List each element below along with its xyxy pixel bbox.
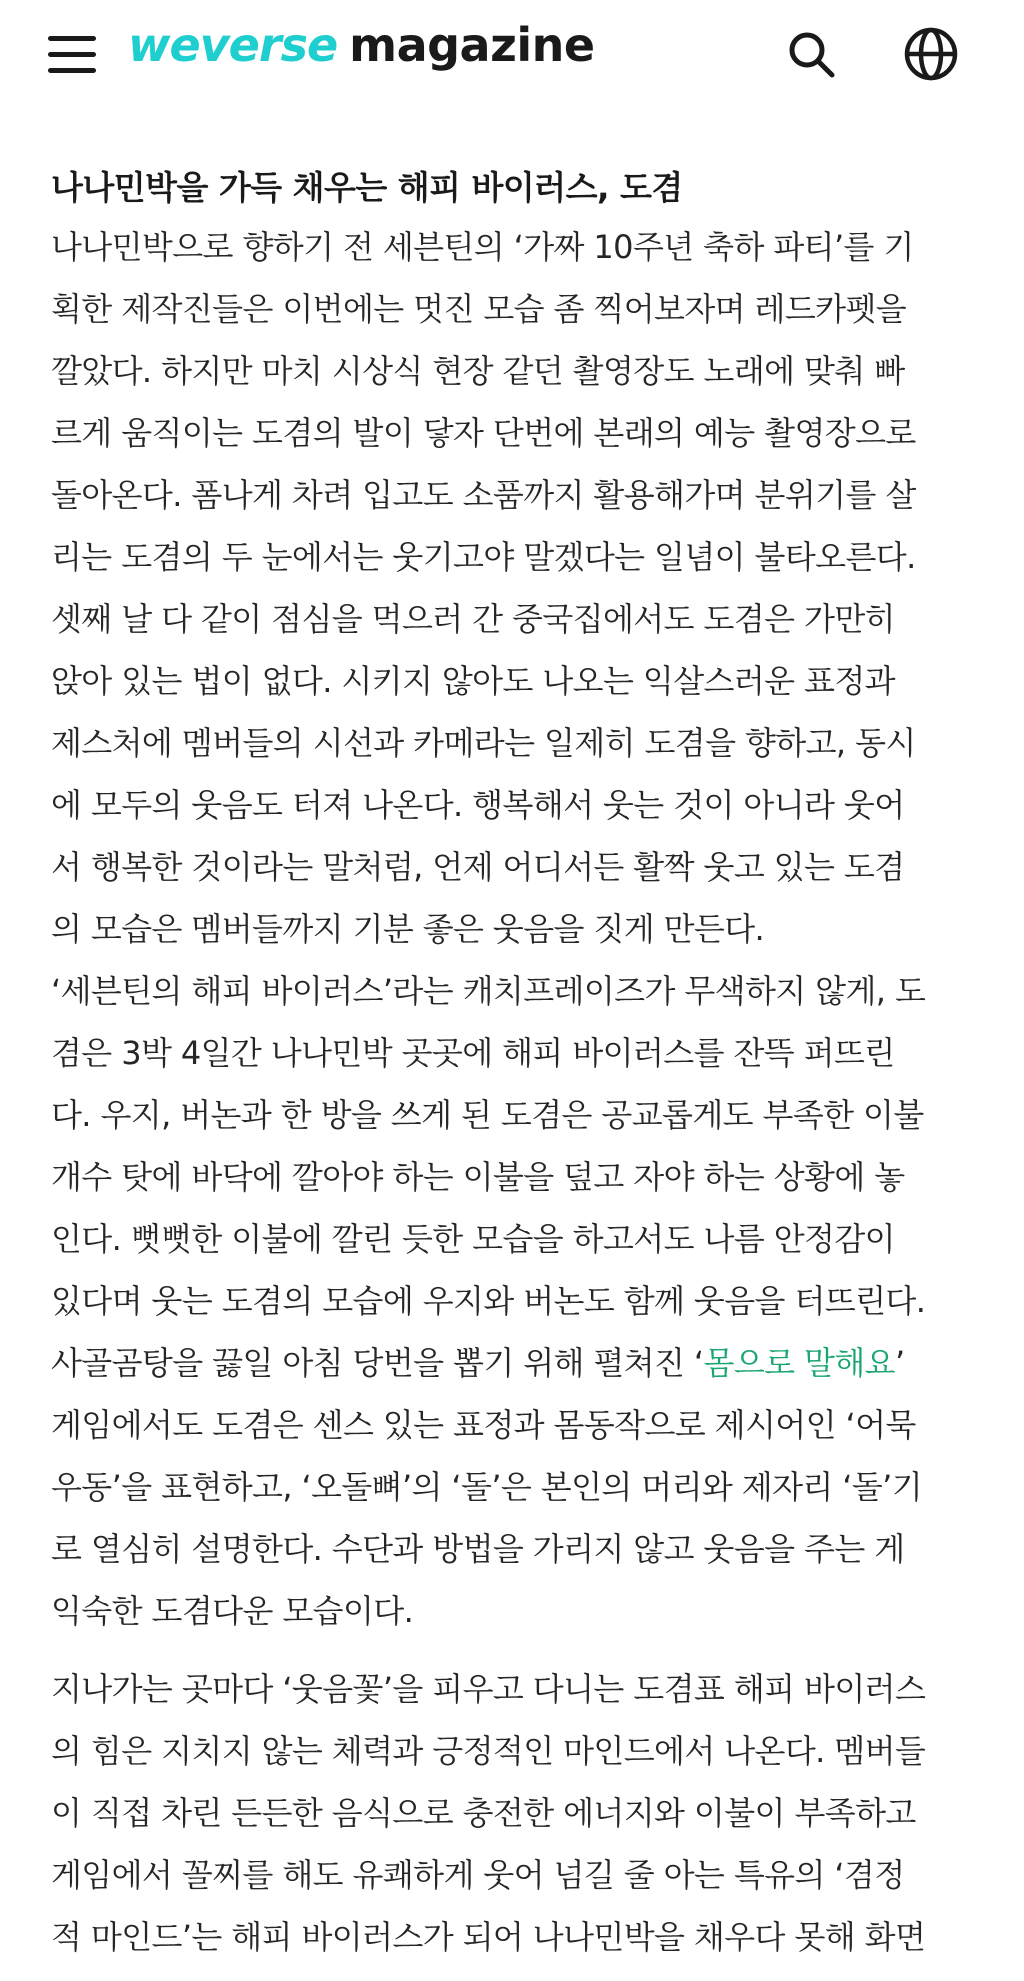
logo-brand-text: weverse <box>128 18 338 72</box>
text-line: 리는 도겸의 두 눈에서는 웃기고야 말겠다는 일념이 불타오른다. <box>51 538 916 576</box>
text-line: 인다. 뻣뻣한 이불에 깔린 듯한 모습을 하고서도 나름 안정감이 <box>51 1220 895 1258</box>
text-line: 있다며 웃는 도겸의 모습에 우지와 버논도 함께 웃음을 터뜨린다. <box>51 1282 926 1320</box>
top-header <box>0 0 1024 110</box>
weverse-magazine-logo[interactable] <box>128 18 595 88</box>
globe-icon[interactable] <box>903 26 959 82</box>
paragraph-2 <box>51 960 981 1642</box>
menu-bar <box>48 52 96 57</box>
paragraph-1 <box>51 216 981 960</box>
text-line-with-link <box>51 1332 981 1394</box>
text-line: 제스처에 멤버들의 시선과 카메라는 일제히 도겸을 향하고, 동시 <box>51 724 916 762</box>
text-line: 르게 움직이는 도겸의 발이 닿자 단번에 본래의 예능 촬영장으로 <box>51 414 916 452</box>
paragraph-3 <box>51 1658 981 1968</box>
text-line: 겸은 3박 4일간 나나민박 곳곳에 해피 바이러스를 잔뜩 퍼뜨린 <box>51 1034 895 1072</box>
section-heading: 나나민박을 가득 채우는 해피 바이러스, 도겸 <box>51 168 683 207</box>
text-line: 적 마인드’는 해피 바이러스가 되어 나나민박을 채우다 못해 화면 <box>51 1918 926 1956</box>
game-name-link[interactable]: 몸으로 말해요 <box>703 1344 895 1382</box>
link-prefix-text: 사골곰탕을 끓일 아침 당번을 뽑기 위해 펼쳐진 ‘ <box>51 1344 704 1382</box>
text-line: 나나민박으로 향하기 전 세븐틴의 ‘가짜 10주년 축하 파티’를 기 <box>51 228 914 266</box>
text-line: 로 열심히 설명한다. 수단과 방법을 가리지 않고 웃음을 주는 게 <box>51 1530 905 1568</box>
text-line: 돌아온다. 폼나게 차려 입고도 소품까지 활용해가며 분위기를 살 <box>51 476 916 514</box>
text-line: 지나가는 곳마다 ‘웃음꽃’을 피우고 다니는 도겸표 해피 바이러스 <box>51 1670 926 1708</box>
text-line: 서 행복한 것이라는 말처럼, 언제 어디서든 활짝 웃고 있는 도겸 <box>51 848 905 886</box>
text-line: ‘세븐틴의 해피 바이러스’라는 캐치프레이즈가 무색하지 않게, 도 <box>51 972 926 1010</box>
text-line: 이 직접 차린 든든한 음식으로 충전한 에너지와 이불이 부족하고 <box>51 1794 916 1832</box>
menu-bar <box>48 68 96 73</box>
text-line: 깔았다. 하지만 마치 시상식 현장 같던 촬영장도 노래에 맞춰 빠 <box>51 352 905 390</box>
article-body <box>51 160 981 1968</box>
text-line: 게임에서도 도겸은 센스 있는 표정과 몸동작으로 제시어인 ‘어묵 <box>51 1406 916 1444</box>
paragraph-spacer <box>51 1642 981 1658</box>
text-line: 개수 탓에 바닥에 깔아야 하는 이불을 덮고 자야 하는 상황에 놓 <box>51 1158 905 1196</box>
text-line: 우동’을 표현하고, ‘오돌뼈’의 ‘돌’은 본인의 머리와 제자리 ‘돌’기 <box>51 1468 923 1506</box>
text-line: 에 모두의 웃음도 터져 나온다. 행복해서 웃는 것이 아니라 웃어 <box>51 786 905 824</box>
link-suffix-text: ’ <box>894 1344 905 1382</box>
logo-magazine-text: magazine <box>349 18 595 72</box>
text-line: 앉아 있는 법이 없다. 시키지 않아도 나오는 익살스러운 표정과 <box>51 662 895 700</box>
menu-bar <box>48 36 96 41</box>
text-line: 의 힘은 지치지 않는 체력과 긍정적인 마인드에서 나온다. 멤버들 <box>51 1732 926 1770</box>
text-line: 게임에서 꼴찌를 해도 유쾌하게 웃어 넘길 줄 아는 특유의 ‘겸정 <box>51 1856 905 1894</box>
text-line: 다. 우지, 버논과 한 방을 쓰게 된 도겸은 공교롭게도 부족한 이불 <box>51 1096 924 1134</box>
text-line: 셋째 날 다 같이 점심을 먹으러 간 중국집에서도 도겸은 가만히 <box>51 600 895 638</box>
search-icon[interactable] <box>783 26 839 82</box>
text-line: 의 모습은 멤버들까지 기분 좋은 웃음을 짓게 만든다. <box>51 910 765 948</box>
hamburger-menu-icon[interactable] <box>48 34 100 74</box>
text-line: 익숙한 도겸다운 모습이다. <box>51 1592 414 1630</box>
text-line: 획한 제작진들은 이번에는 멋진 모습 좀 찍어보자며 레드카펫을 <box>51 290 907 328</box>
